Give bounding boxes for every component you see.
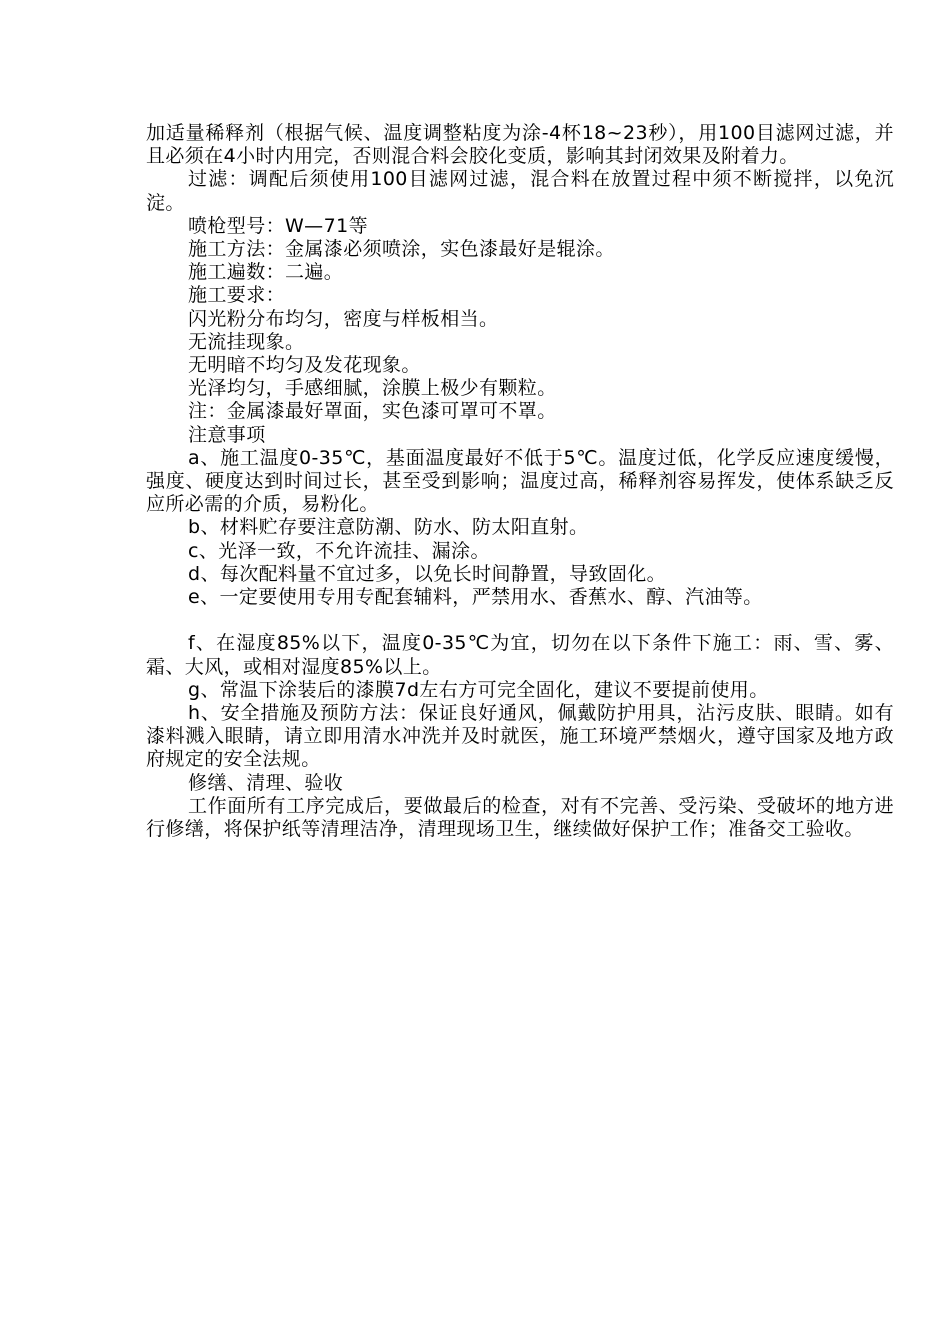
paragraph-spray-gun-model: 喷枪型号：W—71等 xyxy=(188,214,368,237)
paragraph-precaution-b: b、材料贮存要注意防潮、防水、防太阳直射。 xyxy=(188,516,589,539)
paragraph-requirement-2: 无流挂现象。 xyxy=(188,330,305,353)
paragraph-dilution: 加适量稀释剂（根据气候、温度调整粘度为涂-4杯18~23秒），用100目滤网过滤，并且必须在4小时内用完，否则混合料会胶化变质，影响其封闭效果及附着力。 xyxy=(146,122,894,168)
paragraph-final-inspection: 工作面所有工序完成后，要做最后的检查，对有不完善、受污染、受破坏的地方进行修缮，将保护纸等清理洁净，清理现场卫生，继续做好保护工作；准备交工验收。 xyxy=(146,794,894,841)
paragraph-requirement-4: 光泽均匀，手感细腻，涂膜上极少有颗粒。 xyxy=(188,377,557,400)
paragraph-precaution-a: a、施工温度0-35℃，基面温度最好不低于5℃。温度过低，化学反应速度缓慢，强度、硬度达到时间过长，甚至受到影响；温度过高，稀释剂容易挥发，使体系缺乏反应所必需的介质，易粉化。 xyxy=(146,446,894,516)
document-body xyxy=(146,122,894,841)
paragraph-application-method: 施工方法：金属漆必须喷涂，实色漆最好是辊涂。 xyxy=(188,238,615,261)
paragraph-requirements-heading: 施工要求： xyxy=(188,284,286,307)
paragraph-precautions-heading: 注意事项 xyxy=(188,423,266,446)
paragraph-requirement-3: 无明暗不均匀及发花现象。 xyxy=(188,354,421,377)
paragraph-coat-count: 施工遍数：二遍。 xyxy=(188,261,344,284)
paragraph-precaution-g: g、常温下涂装后的漆膜7d左右方可完全固化，建议不要提前使用。 xyxy=(188,678,769,701)
paragraph-precaution-e: e、一定要使用专用专配套辅料，严禁用水、香蕉水、醇、汽油等。 xyxy=(188,586,763,609)
paragraph-precaution-c: c、光泽一致，不允许流挂、漏涂。 xyxy=(188,539,490,562)
blank-line xyxy=(146,609,894,632)
paragraph-requirement-1: 闪光粉分布均匀，密度与样板相当。 xyxy=(188,307,499,330)
paragraph-filtering: 过滤：调配后须使用100目滤网过滤，混合料在放置过程中须不断搅拌，以免沉淀。 xyxy=(146,168,894,214)
paragraph-precaution-f: f、在湿度85%以下，温度0-35℃为宜，切勿在以下条件下施工：雨、雪、雾、霜、大风，或相对湿度85%以上。 xyxy=(146,632,894,678)
paragraph-precaution-h: h、安全措施及预防方法：保证良好通风，佩戴防护用具，沾污皮肤、眼睛。如有漆料溅入眼睛，请立即用清水冲洗并及时就医，施工环境严禁烟火，遵守国家及地方政府规定的安全法规。 xyxy=(146,702,894,771)
paragraph-note: 注：金属漆最好罩面，实色漆可罩可不罩。 xyxy=(188,400,557,423)
paragraph-repair-heading: 修缮、清理、验收 xyxy=(188,771,344,794)
paragraph-precaution-d: d、每次配料量不宜过多，以免长时间静置，导致固化。 xyxy=(188,562,667,585)
